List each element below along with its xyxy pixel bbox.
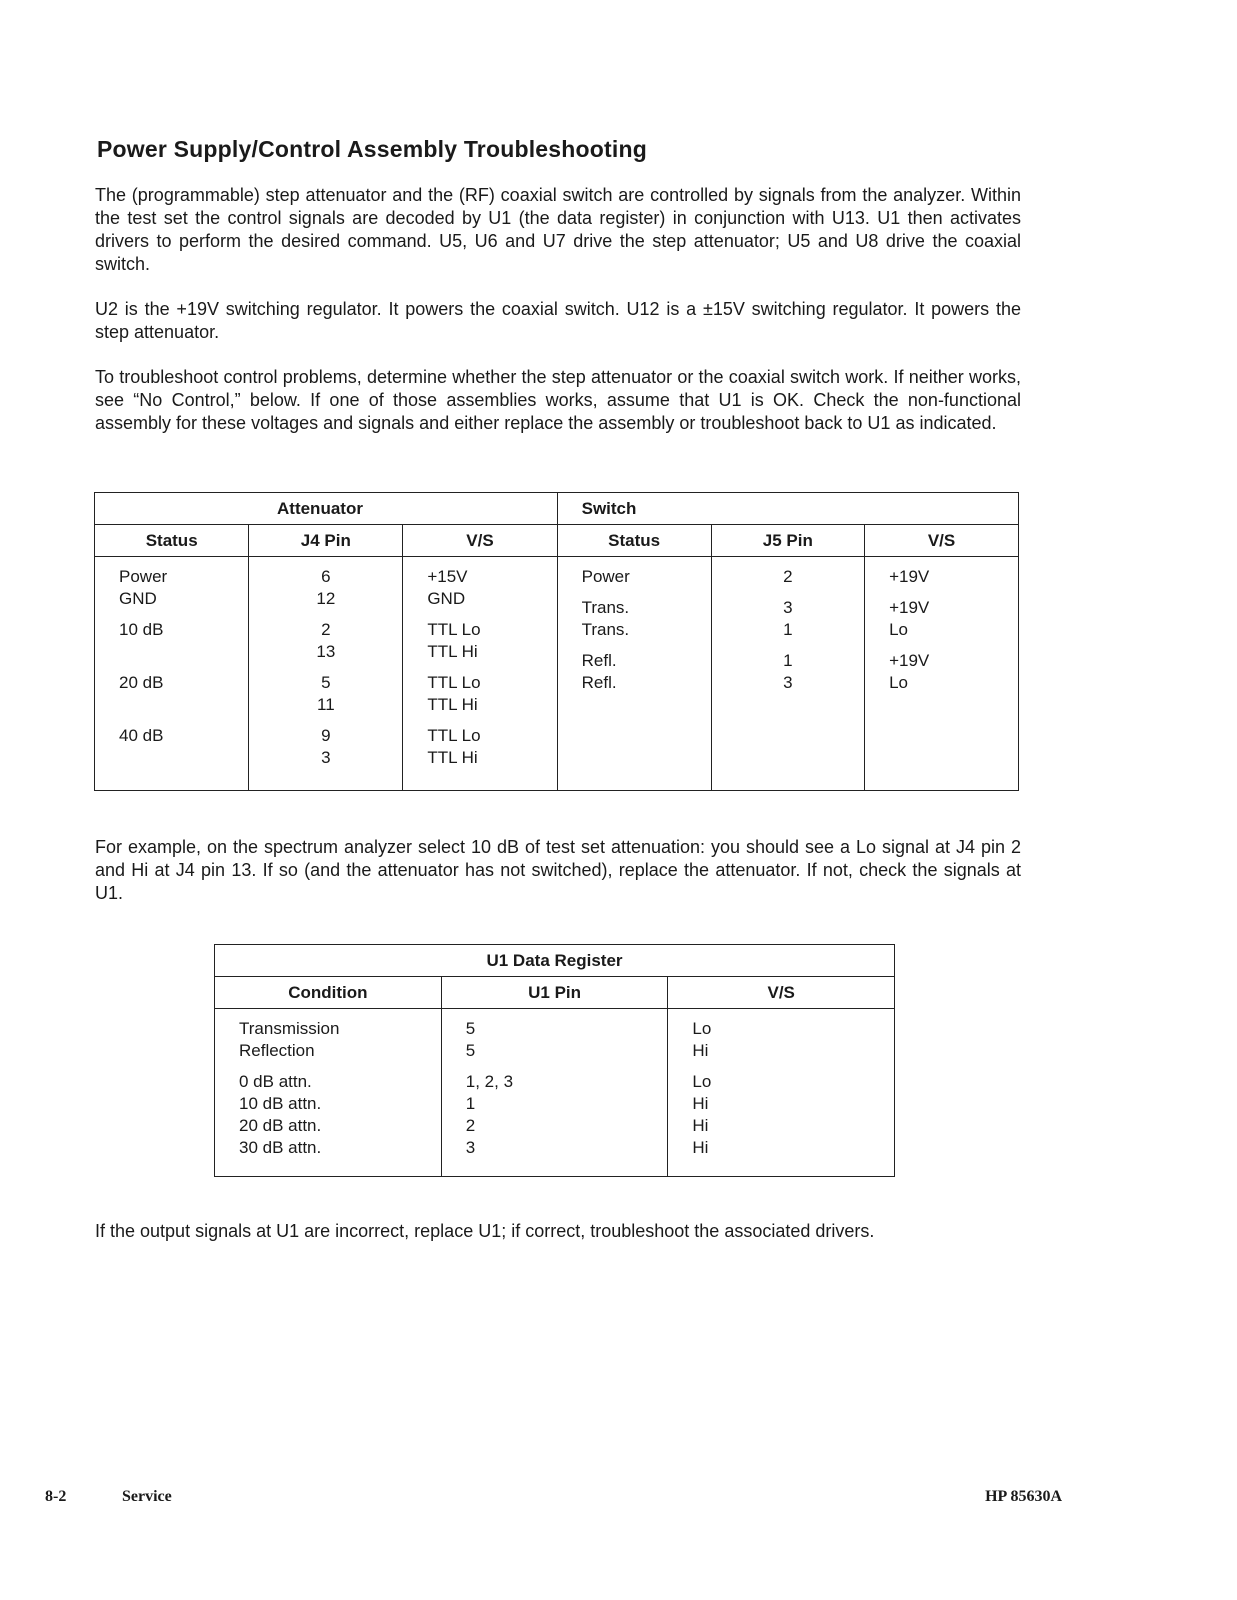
row-group <box>712 650 864 694</box>
row-group <box>865 597 1018 641</box>
closing-paragraph: If the output signals at U1 are incorrect, replace U1; if correct, troubleshoot the associated drivers. <box>95 1221 875 1241</box>
row-group <box>712 566 864 588</box>
cell-line: 1 <box>465 1094 476 1113</box>
col-header: U1 Pin <box>441 977 668 1009</box>
cell-line: Power <box>119 567 168 586</box>
col-header: Status <box>95 525 249 557</box>
col-header: V/S <box>668 977 895 1009</box>
cell-line: 6 <box>321 567 331 586</box>
cell-line <box>95 747 248 769</box>
cell-line <box>95 694 248 716</box>
cell-line: TTL Lo <box>427 726 481 745</box>
cell-line: TTL Lo <box>427 620 481 639</box>
regulator-paragraph: U2 is the +19V switching regulator. It powers the coaxial switch. U12 is a ±15V switching regulator. It powers the step attenuator. <box>95 299 1021 342</box>
sw-pin-cell <box>711 557 864 791</box>
attenuator-switch-table <box>94 492 1019 791</box>
troubleshoot-paragraph: To troubleshoot control problems, determine whether the step attenuator or the coaxial switch work. If neither works, see “No Control,” below. If one of those assemblies works, assume that U1 is OK. Check the non-functional assembly for these voltages and signals and either replace the assembly or troubleshoot back to U1 as indicated. <box>95 367 1021 433</box>
footer-model: HP 85630A <box>985 1488 1062 1505</box>
cell-line: GND <box>119 589 157 608</box>
col-header: V/S <box>403 525 557 557</box>
u1-vs-cell <box>668 1009 895 1177</box>
cell-line: Hi <box>692 1116 709 1135</box>
u1-header: U1 Data Register <box>215 945 895 977</box>
row-group <box>95 672 248 716</box>
col-header: Status <box>557 525 711 557</box>
sw-status-cell <box>557 557 711 791</box>
page-number: 8-2 <box>45 1488 67 1505</box>
cell-line: Lo <box>889 620 908 639</box>
cell-line: 20 dB <box>119 673 164 692</box>
u1-data-register-table <box>214 944 895 1177</box>
cell-line: Power <box>581 567 630 586</box>
cell-line: 30 dB attn. <box>239 1138 322 1157</box>
row-group <box>865 566 1018 588</box>
row-group <box>442 1018 668 1062</box>
cell-line: 2 <box>783 567 793 586</box>
cell-line: 1, 2, 3 <box>465 1072 514 1091</box>
intro-paragraph: The (programmable) step attenuator and the (RF) coaxial switch are controlled by signals from the analyzer. Within the test set the control signals are decoded by U1 (the data register) in conjunction with U13. U1 then activates drivers to perform the desired command. U5, U6 and U7 drive the step attenuator; U5 and U8 drive the coaxial switch. <box>95 185 1021 274</box>
page-title: Power Supply/Control Assembly Troubleshooting <box>97 136 647 162</box>
row-group <box>249 619 402 663</box>
row-group <box>249 566 402 610</box>
cell-line: 0 dB attn. <box>239 1072 312 1091</box>
row-group <box>558 597 711 641</box>
cell-line: Hi <box>692 1041 709 1060</box>
cell-line: +15V <box>427 567 468 586</box>
cell-line: Trans. <box>581 620 630 639</box>
row-group <box>865 650 1018 694</box>
sw-vs-cell <box>865 557 1019 791</box>
row-group <box>403 619 556 663</box>
cell-line: Trans. <box>581 598 630 617</box>
cell-line: +19V <box>889 598 930 617</box>
cell-line: Transmission <box>239 1019 340 1038</box>
row-group <box>403 566 556 610</box>
col-header: J4 Pin <box>249 525 403 557</box>
cell-line: 5 <box>465 1019 476 1038</box>
row-group <box>215 1018 441 1062</box>
cell-line: +19V <box>889 567 930 586</box>
cell-line: TTL Hi <box>427 748 478 767</box>
cell-line: 1 <box>783 651 793 670</box>
col-header: V/S <box>865 525 1019 557</box>
cell-line: 10 dB <box>119 620 164 639</box>
row-group <box>442 1071 668 1159</box>
row-group <box>95 566 248 610</box>
cell-line: Refl. <box>581 673 617 692</box>
cell-line: 10 dB attn. <box>239 1094 322 1113</box>
row-group <box>668 1071 894 1159</box>
cell-line: Hi <box>692 1138 709 1157</box>
row-group <box>558 650 711 694</box>
att-vs-cell <box>403 557 557 791</box>
cell-line: Lo <box>889 673 908 692</box>
col-header: J5 Pin <box>711 525 864 557</box>
cell-line: 13 <box>316 642 336 661</box>
cell-line: 5 <box>321 673 331 692</box>
cell-line: Reflection <box>239 1041 315 1060</box>
cell-line: 11 <box>317 695 335 714</box>
cell-line: 2 <box>321 620 331 639</box>
cell-line: Lo <box>692 1072 712 1091</box>
row-group <box>403 672 556 716</box>
cell-line: 40 dB <box>119 726 164 745</box>
cell-line <box>95 641 248 663</box>
condition-cell <box>215 1009 442 1177</box>
attenuator-header: Attenuator <box>95 493 558 525</box>
cell-line: Lo <box>692 1019 712 1038</box>
cell-line: 9 <box>321 726 331 745</box>
switch-header: Switch <box>557 493 1018 525</box>
cell-line: 12 <box>316 589 336 608</box>
row-group <box>403 725 556 769</box>
col-header: Condition <box>215 977 442 1009</box>
cell-line: 2 <box>465 1116 476 1135</box>
cell-line: 20 dB attn. <box>239 1116 322 1135</box>
u1-pin-cell <box>441 1009 668 1177</box>
cell-line: +19V <box>889 651 930 670</box>
cell-line: TTL Hi <box>427 695 478 714</box>
row-group <box>558 566 711 588</box>
cell-line: TTL Lo <box>427 673 481 692</box>
cell-line: 3 <box>783 598 793 617</box>
footer-section: Service <box>122 1488 172 1505</box>
cell-line: 3 <box>321 748 331 767</box>
row-group <box>712 597 864 641</box>
row-group <box>95 725 248 769</box>
row-group <box>668 1018 894 1062</box>
row-group <box>249 672 402 716</box>
row-group <box>95 619 248 663</box>
att-pin-cell <box>249 557 403 791</box>
att-status-cell <box>95 557 249 791</box>
cell-line: 3 <box>465 1138 476 1157</box>
cell-line: 1 <box>783 620 793 639</box>
row-group <box>249 725 402 769</box>
cell-line: TTL Hi <box>427 642 478 661</box>
cell-line: GND <box>427 589 466 608</box>
cell-line: Refl. <box>581 651 617 670</box>
cell-line: 3 <box>783 673 793 692</box>
cell-line: Hi <box>692 1094 709 1113</box>
example-paragraph: For example, on the spectrum analyzer select 10 dB of test set attenuation: you should see a Lo signal at J4 pin 2 and Hi at J4 pin 13. If so (and the attenuator has not switched), replace the attenuator. If not, check the signals at U1. <box>95 837 1021 903</box>
row-group <box>215 1071 441 1159</box>
cell-line: 5 <box>465 1041 476 1060</box>
